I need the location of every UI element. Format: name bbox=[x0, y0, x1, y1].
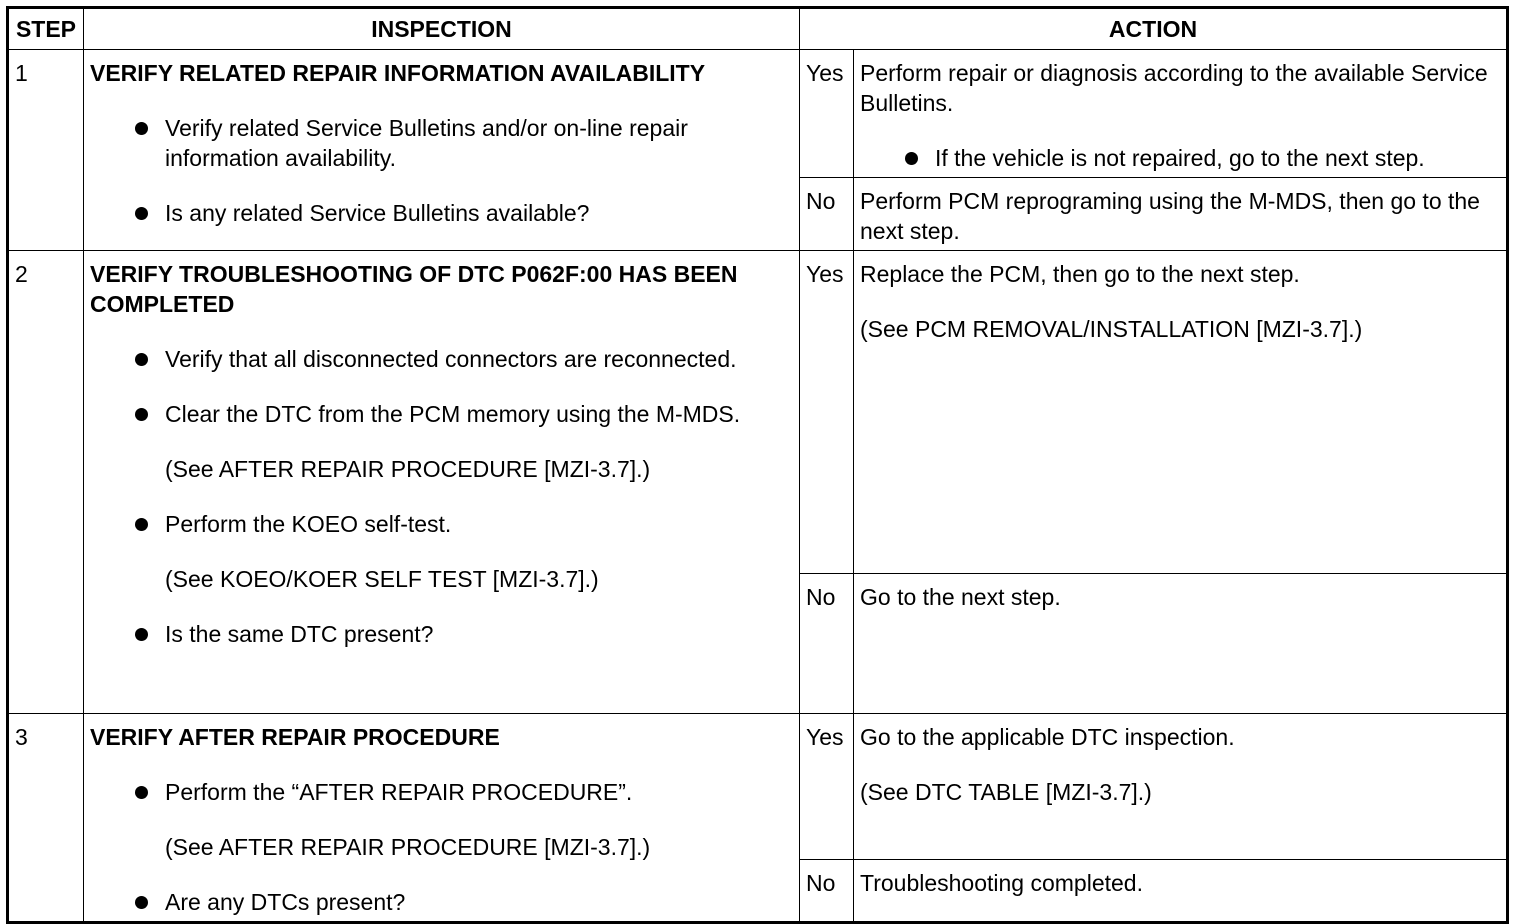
bullet-item: Are any DTCs present? bbox=[90, 887, 793, 917]
step-2-row bbox=[8, 251, 1508, 574]
bullet-item: Clear the DTC from the PCM memory using the M-MDS. bbox=[90, 399, 793, 429]
step-1-row bbox=[8, 50, 1508, 178]
action-text: Go to the applicable DTC inspection. bbox=[860, 724, 1235, 750]
reference-text: (See DTC TABLE [MZI-3.7].) bbox=[860, 779, 1152, 805]
no-label: No bbox=[800, 178, 854, 251]
yes-action bbox=[854, 251, 1508, 574]
step-title: VERIFY AFTER REPAIR PROCEDURE bbox=[90, 724, 500, 750]
reference-text: (See AFTER REPAIR PROCEDURE [MZI-3.7].) bbox=[165, 834, 651, 860]
yes-action bbox=[854, 714, 1508, 860]
action-text: Perform repair or diagnosis according to the available Service Bulletins. bbox=[860, 60, 1488, 116]
step-inspection bbox=[84, 714, 800, 923]
step-inspection bbox=[84, 251, 800, 714]
step-number: 1 bbox=[8, 50, 84, 251]
no-action: Perform PCM reprograming using the M-MDS, then go to the next step. bbox=[854, 178, 1508, 251]
header-row bbox=[8, 8, 1508, 50]
header-action: ACTION bbox=[800, 8, 1508, 50]
bullet-item: Verify that all disconnected connectors are reconnected. bbox=[90, 344, 793, 374]
no-action: Troubleshooting completed. bbox=[854, 860, 1508, 923]
action-text: Replace the PCM, then go to the next step. bbox=[860, 261, 1300, 287]
header-step: STEP bbox=[8, 8, 84, 50]
step-title: VERIFY RELATED REPAIR INFORMATION AVAILABILITY bbox=[90, 60, 706, 86]
bullet-item: Is the same DTC present? bbox=[90, 619, 793, 649]
yes-label: Yes bbox=[800, 251, 854, 574]
reference-text: (See KOEO/KOER SELF TEST [MZI-3.7].) bbox=[165, 566, 599, 592]
bullet-item: Perform the KOEO self-test. bbox=[90, 509, 793, 539]
no-label: No bbox=[800, 860, 854, 923]
step-inspection bbox=[84, 50, 800, 251]
step-3-row bbox=[8, 714, 1508, 860]
step-number: 3 bbox=[8, 714, 84, 923]
yes-label: Yes bbox=[800, 50, 854, 178]
reference-text: (See PCM REMOVAL/INSTALLATION [MZI-3.7].) bbox=[860, 316, 1363, 342]
no-label: No bbox=[800, 574, 854, 714]
bullet-item: Is any related Service Bulletins available? bbox=[90, 198, 793, 228]
step-number: 2 bbox=[8, 251, 84, 714]
reference-text: (See AFTER REPAIR PROCEDURE [MZI-3.7].) bbox=[165, 456, 651, 482]
yes-action bbox=[854, 50, 1508, 178]
step-title: VERIFY TROUBLESHOOTING OF DTC P062F:00 HAS BEEN COMPLETED bbox=[90, 261, 738, 317]
bullet-item: If the vehicle is not repaired, go to the next step. bbox=[860, 143, 1500, 173]
no-action: Go to the next step. bbox=[854, 574, 1508, 714]
procedure-table bbox=[6, 6, 1509, 924]
bullet-item: Perform the “AFTER REPAIR PROCEDURE”. bbox=[90, 777, 793, 807]
header-inspection: INSPECTION bbox=[84, 8, 800, 50]
yes-label: Yes bbox=[800, 714, 854, 860]
bullet-item: Verify related Service Bulletins and/or on-line repair information availability. bbox=[90, 113, 793, 173]
